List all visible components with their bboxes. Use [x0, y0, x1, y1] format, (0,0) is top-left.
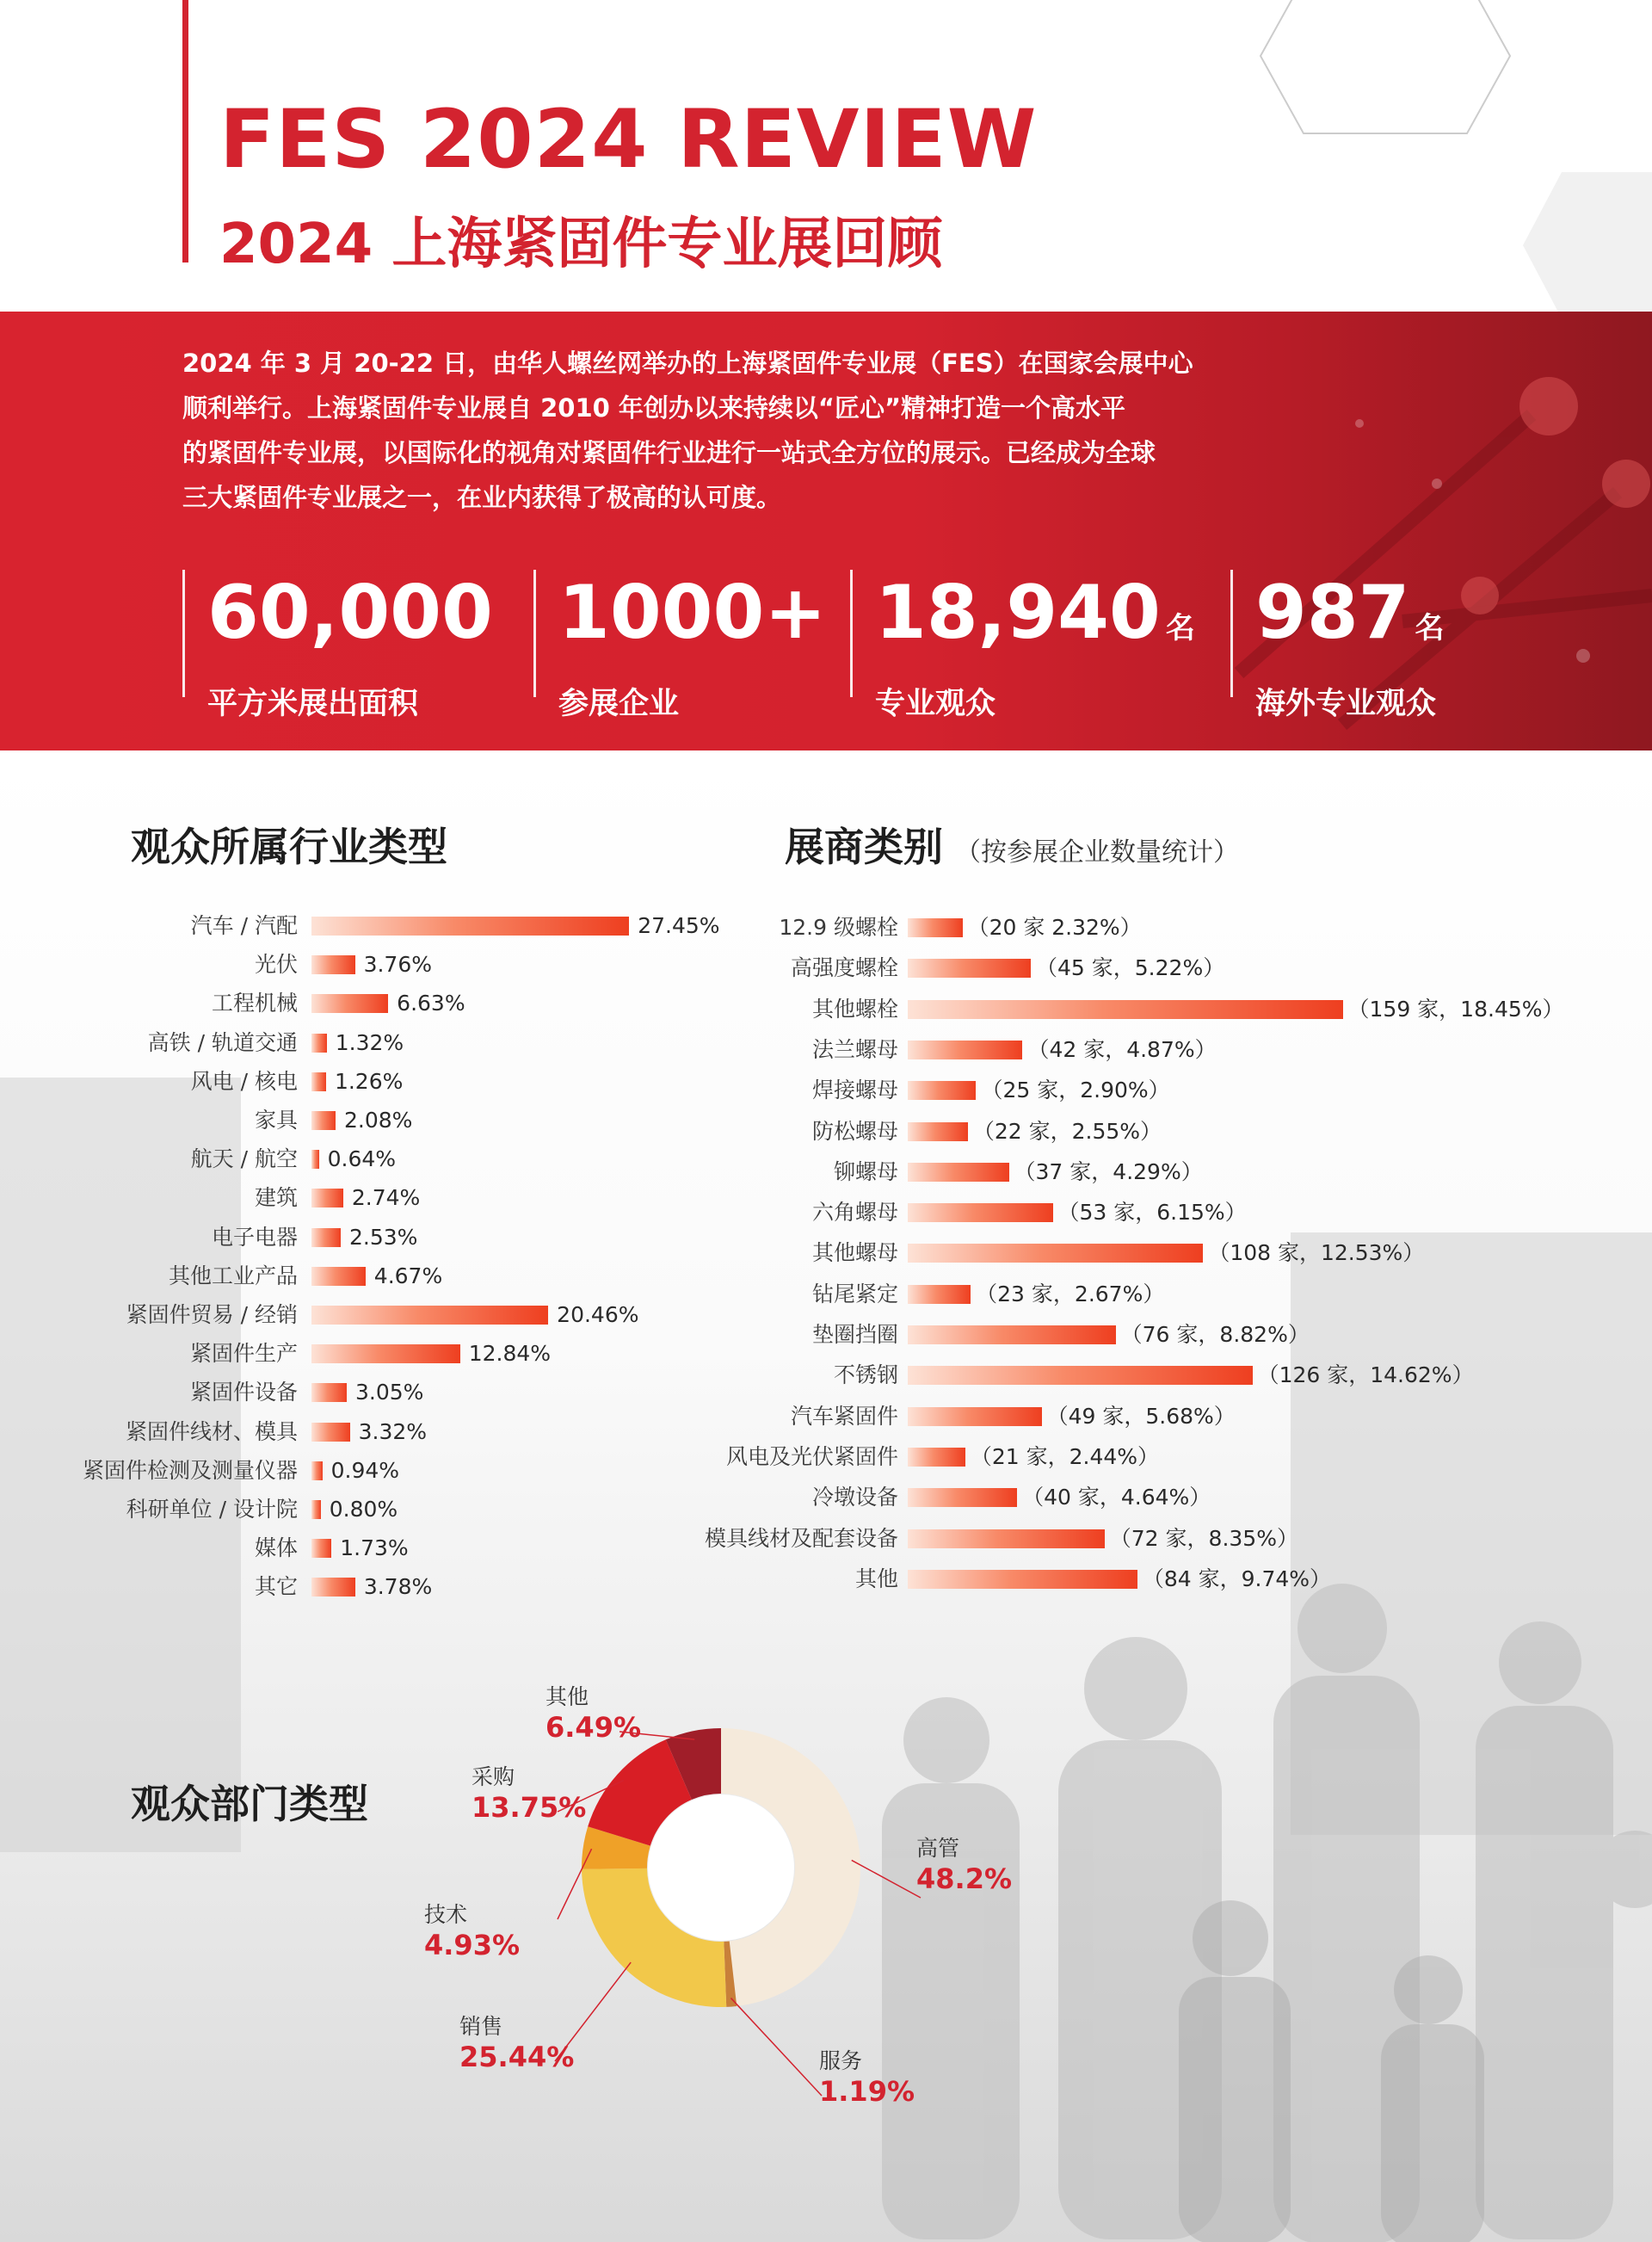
bar-value-label: 0.80%	[329, 1497, 398, 1522]
bar-category-label: 工程机械	[211, 991, 298, 1016]
bar-category-label: 防松螺母	[811, 1118, 898, 1144]
bar-category-label: 建筑	[254, 1185, 298, 1211]
bar-value-label: 27.45%	[638, 913, 720, 938]
donut-category-label: 高管	[916, 1836, 960, 1861]
donut-value-label: 48.2%	[916, 1862, 1013, 1895]
bar-value-label: 12.84%	[468, 1341, 552, 1367]
stat-visitors	[850, 570, 1195, 721]
bar	[908, 1285, 971, 1304]
bar	[908, 1529, 1105, 1548]
bar	[908, 1366, 1253, 1385]
donut-category-label: 服务	[819, 2048, 863, 2073]
stat-label: 参展企业	[558, 687, 680, 721]
bar	[908, 1203, 1053, 1222]
hexagon-outline-icon	[1256, 0, 1514, 155]
bar	[908, 1163, 1009, 1182]
bar-category-label: 紧固件生产	[189, 1341, 298, 1367]
bar-category-label: 其他工业产品	[168, 1263, 298, 1288]
bar-value-label: 2.53%	[349, 1224, 418, 1250]
stat-unit: 名	[1415, 611, 1445, 645]
bar-value-label: 1.26%	[334, 1068, 404, 1094]
bar	[908, 1448, 965, 1467]
donut-value-label: 6.49%	[546, 1711, 642, 1744]
bar-category-label: 其他螺栓	[811, 996, 898, 1022]
intro-text	[182, 341, 1301, 520]
bar-value-label: （84 家，9.74%）	[1142, 1566, 1332, 1591]
bar-category-label: 六角螺母	[811, 1200, 898, 1226]
intro-line: 2024 年 3 月 20-22 日，由华人螺丝网举办的上海紧固件专业展（FES）在国家会展中心	[182, 349, 1193, 378]
exhibitor-chart-title	[785, 816, 1239, 873]
donut-value-label: 4.93%	[424, 1929, 521, 1961]
bar	[908, 1570, 1137, 1589]
bar-category-label: 其它	[254, 1574, 298, 1600]
bar-category-label: 铆螺母	[833, 1158, 898, 1184]
intro-line: 三大紧固件专业展之一，在业内获得了极高的认可度。	[182, 483, 782, 512]
bar-category-label: 家具	[254, 1108, 298, 1133]
bar	[908, 1081, 976, 1100]
bar-category-label: 电子电器	[211, 1224, 298, 1250]
bar	[908, 1000, 1343, 1019]
bar	[908, 1407, 1042, 1426]
donut-leader-line	[730, 1998, 822, 2096]
donut-leader-line	[852, 1860, 921, 1898]
bar-value-label: （53 家，6.15%）	[1057, 1200, 1247, 1226]
bar-category-label: 汽车 / 汽配	[190, 913, 298, 938]
bar-value-label: 4.67%	[373, 1263, 443, 1288]
donut-value-label: 25.44%	[459, 2041, 575, 2073]
industry-chart-title: 观众所属行业类型	[131, 824, 447, 870]
bar	[908, 1244, 1203, 1263]
stat-exhibitors	[533, 570, 831, 721]
donut-label	[459, 2010, 574, 2073]
bar-category-label: 紧固件检测及测量仪器	[82, 1457, 298, 1483]
bar-value-label: 6.63%	[397, 991, 465, 1016]
bar-value-label: （49 家，5.68%）	[1046, 1403, 1236, 1429]
bar-value-label: （21 家，2.44%）	[970, 1443, 1160, 1469]
bar-category-label: 紧固件贸易 / 经销	[126, 1302, 298, 1327]
bar	[908, 1041, 1022, 1059]
bar-category-label: 紧固件线材、模具	[125, 1418, 298, 1444]
bar-value-label: 1.32%	[335, 1029, 404, 1055]
bar-category-label: 媒体	[254, 1535, 298, 1561]
bar-category-label: 模具线材及配套设备	[704, 1525, 898, 1551]
bar-value-label: （37 家，4.29%）	[1014, 1158, 1203, 1184]
bar-category-label: 法兰螺母	[811, 1036, 898, 1062]
stat-unit: 名	[1165, 611, 1195, 645]
bar-category-label: 其他螺母	[811, 1240, 898, 1266]
intro-line: 顺利举行。上海紧固件专业展自 2010 年创办以来持续以“匠心”精神打造一个高水平	[182, 393, 1126, 423]
stat-label: 平方米展出面积	[207, 687, 419, 721]
bar-value-label: 1.73%	[340, 1535, 409, 1561]
bar-category-label: 冷墩设备	[811, 1485, 898, 1510]
bar-value-label: 3.76%	[363, 952, 432, 978]
donut-label	[472, 1760, 586, 1824]
bar-category-label: 高铁 / 轨道交通	[147, 1029, 298, 1055]
stat-label: 专业观众	[875, 687, 996, 721]
stat-value: 60,000	[207, 570, 493, 656]
donut-label	[916, 1831, 1012, 1895]
bar	[908, 1325, 1116, 1344]
stat-area	[182, 570, 498, 721]
bar-value-label: （76 家，8.82%）	[1120, 1322, 1310, 1347]
stat-value: 987	[1255, 570, 1410, 656]
bar-value-label: 3.32%	[358, 1418, 428, 1444]
bar-value-label: （22 家，2.55%）	[972, 1118, 1162, 1144]
bar-value-label: （20 家 2.32%）	[967, 915, 1142, 940]
bar-value-label: （45 家，5.22%）	[1036, 955, 1225, 981]
donut-value-label: 13.75%	[472, 1791, 587, 1824]
bar-category-label: 风电 / 核电	[190, 1068, 298, 1094]
department-donut-chart	[424, 1652, 1101, 2169]
bar-value-label: （159 家，18.45%）	[1347, 996, 1564, 1022]
bar-category-label: 不锈钢	[833, 1362, 898, 1388]
bar-category-label: 科研单位 / 设计院	[126, 1497, 298, 1522]
stat-overseas-visitors	[1230, 570, 1445, 721]
stat-label: 海外专业观众	[1255, 687, 1437, 721]
bar-value-label: （25 家，2.90%）	[981, 1078, 1170, 1103]
bar-value-label: （40 家，4.64%）	[1022, 1485, 1211, 1510]
bar-value-label: 20.46%	[557, 1302, 639, 1327]
exhibitor-chart-note: （按参展企业数量统计）	[955, 837, 1239, 868]
bar-category-label: 高强度螺栓	[790, 955, 898, 981]
bar-category-label: 钻尾紧定	[811, 1281, 898, 1306]
bar-value-label: （23 家，2.67%）	[976, 1281, 1165, 1306]
header-accent-line	[182, 0, 188, 262]
page-title: FES 2024 REVIEW	[219, 93, 1038, 187]
donut-hole	[648, 1794, 794, 1941]
bar-value-label: （72 家，8.35%）	[1109, 1525, 1298, 1551]
bar-value-label: （108 家，12.53%）	[1208, 1240, 1425, 1266]
bar-category-label: 风电及光伏紧固件	[725, 1443, 898, 1469]
bar	[908, 918, 963, 937]
bar-category-label: 紧固件设备	[189, 1380, 298, 1405]
donut-label	[424, 1898, 520, 1961]
exhibitor-bar-chart	[0, 915, 1652, 1603]
donut-value-label: 1.19%	[819, 2075, 915, 2108]
donut-category-label: 销售	[459, 2014, 503, 2039]
bar-category-label: 焊接螺母	[811, 1078, 898, 1103]
donut-label	[819, 2044, 915, 2108]
stat-value: 18,940	[875, 570, 1161, 656]
bar-category-label: 汽车紧固件	[790, 1403, 898, 1429]
hexagon-shape-icon	[1523, 172, 1652, 318]
bar-value-label: 0.94%	[330, 1457, 400, 1483]
bar-value-label: 2.74%	[351, 1185, 421, 1211]
intro-line: 的紧固件专业展，以国际化的视角对紧固件行业进行一站式全方位的展示。已经成为全球	[182, 438, 1156, 467]
donut-category-label: 技术	[424, 1902, 468, 1927]
bar	[908, 959, 1031, 978]
page-subtitle: 2024 上海紧固件专业展回顾	[219, 213, 943, 276]
key-stats	[182, 570, 1473, 721]
bar-category-label: 航天 / 航空	[190, 1146, 298, 1172]
department-chart-title: 观众部门类型	[131, 1781, 368, 1827]
bar	[908, 1488, 1017, 1507]
bar-value-label: 0.64%	[327, 1146, 397, 1172]
intro-banner	[0, 312, 1652, 750]
bar-category-label: 12.9 级螺栓	[779, 915, 898, 940]
exhibitor-chart-title-text: 展商类别	[785, 824, 943, 870]
stat-value: 1000+	[558, 570, 827, 656]
donut-label	[546, 1680, 641, 1744]
bar-category-label: 光伏	[254, 952, 298, 978]
donut-category-label: 其他	[546, 1684, 589, 1709]
bar-value-label: （126 家，14.62%）	[1257, 1362, 1474, 1388]
bar-value-label: （42 家，4.87%）	[1027, 1036, 1217, 1062]
bar-value-label: 3.05%	[355, 1380, 424, 1405]
donut-category-label: 采购	[472, 1764, 515, 1789]
bar-value-label: 2.08%	[343, 1108, 413, 1133]
bar	[908, 1122, 968, 1141]
bar-value-label: 3.78%	[363, 1574, 433, 1600]
bar-category-label: 其他	[854, 1566, 898, 1591]
bar-category-label: 垫圈挡圈	[811, 1322, 898, 1347]
